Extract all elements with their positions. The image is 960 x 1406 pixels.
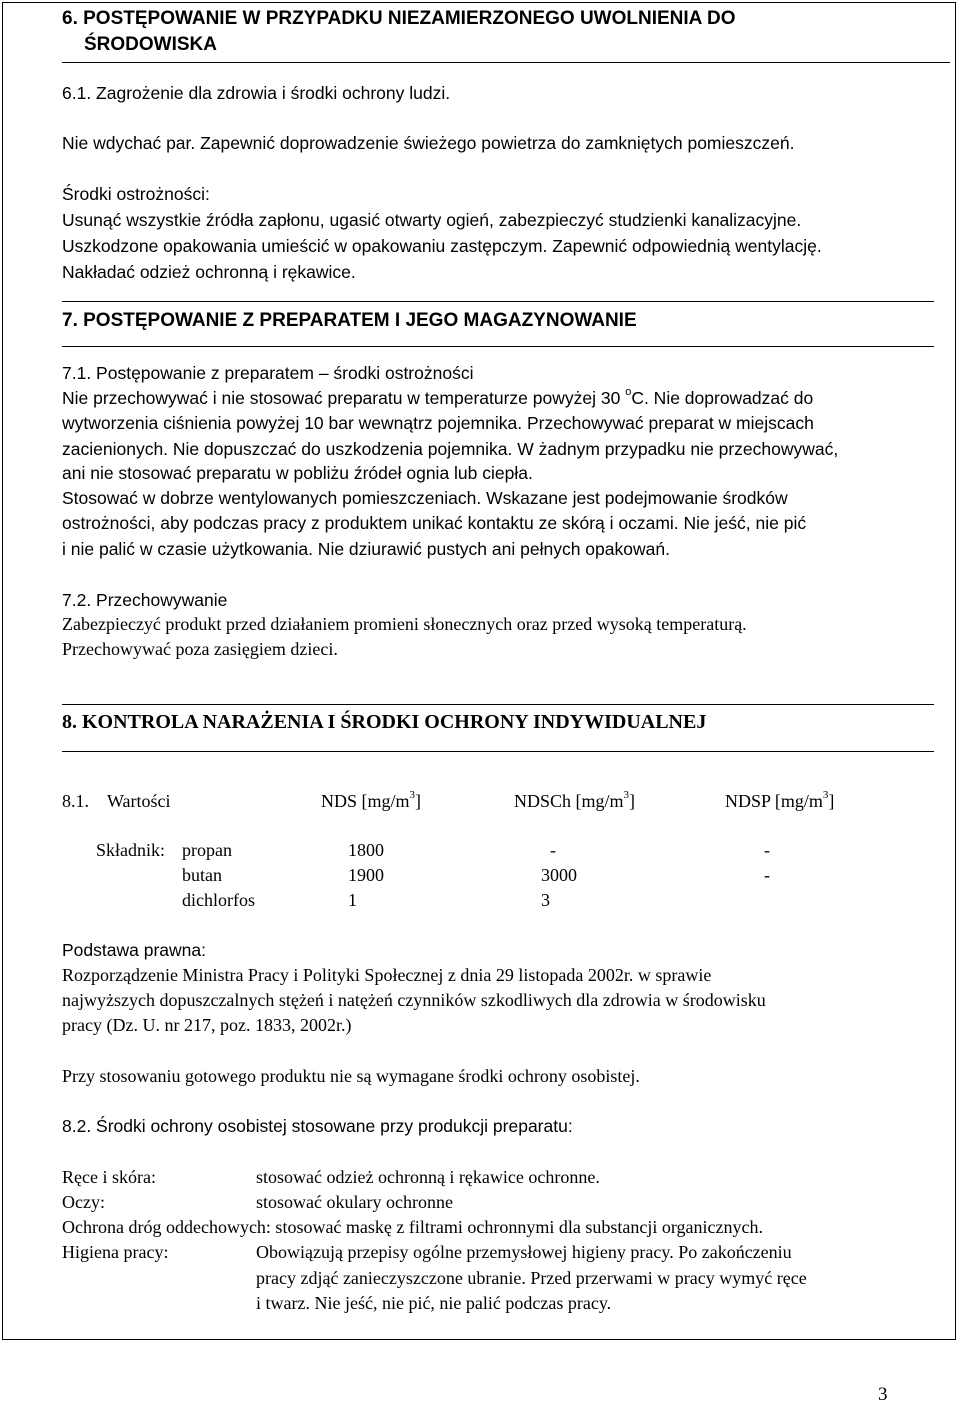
legal-basis-label: Podstawa prawna: (62, 940, 206, 960)
ppe-hygiene-line: i twarz. Nie jeść, nie pić, nie palić podczas pracy. (256, 1293, 612, 1313)
no-ppe-note: Przy stosowaniu gotowego produktu nie są wymagane środki ochrony osobistej. (62, 1066, 640, 1086)
section-6-title-line2: ŚRODOWISKA (84, 34, 217, 55)
section-8-title: 8. KONTROLA NARAŻENIA I ŚRODKI OCHRONY INDYWIDUALNEJ (62, 711, 707, 733)
subsection-8-1-number: 8.1. (62, 791, 89, 811)
section-6-paragraph-1: Nie wdychać par. Zapewnić doprowadzenie świeżego powietrza do zamkniętych pomieszczeń. (62, 133, 795, 153)
subsection-8-2-title: 8.2. Środki ochrony osobistej stosowane przy produkcji preparatu: (62, 1116, 573, 1136)
table-cell-name: butan (182, 865, 222, 885)
column-header-nds: NDS $[mg/m^3]$ (321, 789, 422, 811)
section-7-line: ani nie stosować preparatu w pobliżu źródeł ognia lub ciepła. (62, 463, 533, 483)
legal-basis-line: Rozporządzenie Ministra Pracy i Polityki Społecznej z dnia 29 listopada 2002r. w sprawie (62, 965, 712, 985)
legal-basis-line: pracy (Dz. U. nr 217, poz. 1833, 2002r.) (62, 1015, 352, 1035)
table-cell-nds: 1800 (348, 840, 384, 860)
ppe-eyes-label: Oczy: (62, 1192, 105, 1212)
ppe-respiratory: Ochrona dróg oddechowych: stosować maskę z filtrami ochronnymi dla substancji organicznych. (62, 1217, 763, 1237)
ppe-hygiene-line: Obowiązują przepisy ogólne przemysłowej higieny pracy. Po zakończeniu (256, 1242, 792, 1262)
table-cell-ndsp: - (764, 865, 770, 885)
section-7-line: zacienionych. Nie dopuszczać do uszkodzenia pojemnika. W żadnym przypadku nie przechowywać, (62, 439, 839, 459)
divider (62, 346, 934, 347)
subsection-7-2-title: 7.2. Przechowywanie (62, 590, 228, 610)
page-number: 3 (878, 1384, 888, 1405)
divider (62, 704, 934, 705)
section-6-title-line1: 6. POSTĘPOWANIE W PRZYPADKU NIEZAMIERZONEGO UWOLNIENIA DO (62, 8, 736, 29)
table-cell-nds: 1900 (348, 865, 384, 885)
ppe-hygiene-label: Higiena pracy: (62, 1242, 169, 1262)
section-7-line: Stosować w dobrze wentylowanych pomieszczeniach. Wskazane jest podejmowanie środków (62, 488, 788, 508)
section-6-line: Nakładać odzież ochronną i rękawice. (62, 262, 356, 282)
section-7-line: ostrożności, aby podczas pracy z produktem unikać kontaktu ze skórą i oczami. Nie jeść, nie pić (62, 513, 807, 533)
subsection-7-1-title: 7.1. Postępowanie z preparatem – środki ostrożności (62, 363, 474, 383)
subsection-6-1-title: 6.1. Zagrożenie dla zdrowia i środki ochrony ludzi. (62, 83, 451, 103)
table-cell-name: dichlorfos (182, 890, 255, 910)
divider (62, 301, 934, 302)
column-header-ndsp: NDSP $[mg/m^3]$ (725, 789, 835, 811)
ppe-hygiene-line: pracy zdjąć zanieczyszczone ubranie. Przed przerwami w pracy wymyć ręce (256, 1268, 807, 1288)
component-label: Składnik: (96, 840, 166, 860)
section-7-line: Nie przechowywać i nie stosować preparatu w temperaturze powyżej 30 $^o$C. Nie doprowadzać do (62, 386, 814, 408)
table-cell-name: propan (182, 840, 232, 860)
storage-line: Przechowywać poza zasięgiem dzieci. (62, 639, 338, 659)
table-cell-nds: 1 (348, 890, 357, 910)
table-cell-ndsch: 3 (541, 890, 550, 910)
ppe-eyes-value: stosować okulary ochronne (256, 1192, 453, 1212)
ppe-hands-value: stosować odzież ochronną i rękawice ochronne. (256, 1167, 600, 1187)
section-7-line: i nie palić w czasie użytkowania. Nie dziurawić pustych ani pełnych opakowań. (62, 539, 670, 559)
section-6-line: Uszkodzone opakowania umieścić w opakowaniu zastępczym. Zapewnić odpowiednią wentylację. (62, 236, 822, 256)
ppe-hands-label: Ręce i skóra: (62, 1167, 156, 1187)
storage-line: Zabezpieczyć produkt przed działaniem promieni słonecznych oraz przed wysoką temperaturą. (62, 614, 747, 634)
section-6-line: Usunąć wszystkie źródła zapłonu, ugasić otwarty ogień, zabezpieczyć studzienki kanalizacyjne. (62, 210, 802, 230)
column-header-values: Wartości (107, 791, 171, 811)
section-7-title: 7. POSTĘPOWANIE Z PREPARATEM I JEGO MAGAZYNOWANIE (62, 310, 637, 331)
divider (62, 751, 934, 752)
table-cell-ndsch: 3000 (541, 865, 577, 885)
divider (62, 62, 950, 63)
table-cell-ndsp: - (764, 840, 770, 860)
table-cell-ndsch: - (550, 840, 556, 860)
legal-basis-line: najwyższych dopuszczalnych stężeń i natężeń czynników szkodliwych dla zdrowia w środowisku (62, 990, 766, 1010)
section-7-line: wytworzenia ciśnienia powyżej 10 bar wewnątrz pojemnika. Przechowywać preparat w miejscach (62, 413, 814, 433)
column-header-ndsch: NDSCh $[mg/m^3]$ (514, 789, 636, 811)
precautions-label: Środki ostrożności: (62, 184, 210, 204)
